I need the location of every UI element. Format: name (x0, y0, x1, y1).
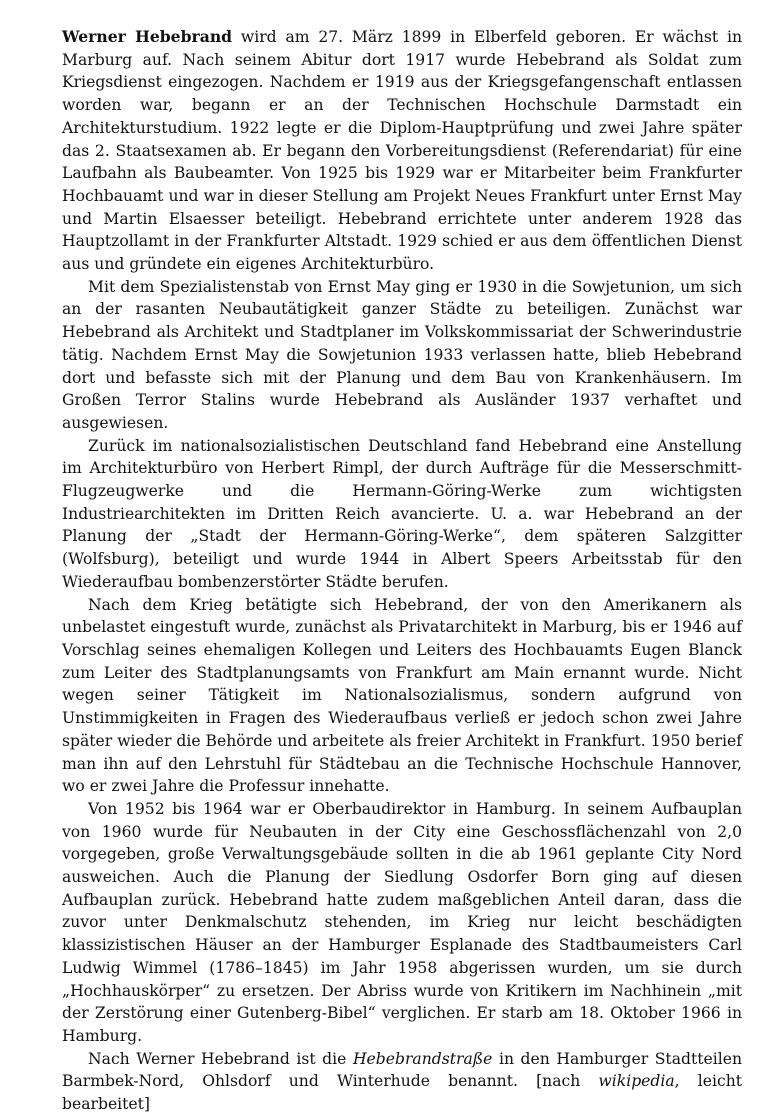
paragraph-hamburg: Von 1952 bis 1964 war er Oberbaudirektor in Hamburg. In seinem Aufbauplan von 1960 wurde für Neubauten in der City eine Geschossflächenzahl von 2,0 vorgegeben, große Verwaltungsgebäude sollten in die ab 1961 geplante City Nord ausweichen. Auch die Planung der Siedlung Osdorfer Born ging auf diesen Aufbauplan zurück. Hebebrand hatte zudem maßgeblichen Anteil daran, dass die zuvor unter Denkmalschutz stehenden, im Krieg nur leicht beschädigten klassizistischen Häuser an der Hamburger Esplanade des Stadtbaumeisters Carl Ludwig Wimmel (1786–1845) im Jahr 1958 abgerissen wurden, um sie durch „Hochhauskörper“ zu ersetzen. Der Abriss wurde von Kritikern im Nachhinein „mit der Zerstörung einer Gutenberg-Bibel“ verglichen. Er starb am 18. Oktober 1966 in Hamburg. (62, 799, 742, 1045)
street-text-b: in den Hamburger Stadtteilen Barmbek-Nord, Ohlsdorf und Winterhude benannt. [nach (62, 1049, 742, 1091)
paragraph-postwar: Nach dem Krieg betätigte sich Hebebrand, der von den Amerikanern als unbelastet eingestuft wurde, zunächst als Privatarchitekt in Marburg, bis er 1946 auf Vorschlag seines ehemaligen Kollegen und Leiters des Hochbauamts Eugen Blanck zum Leiter des Stadtplanungsamts von Frankfurt am Main ernannt wurde. Nicht wegen seiner Tätigkeit im Nationalsozialismus, sondern aufgrund von Unstimmigkeiten in Fragen des Wiederaufbaus verließ er jedoch schon zwei Jahre später wieder die Behörde und arbeitete als freier Architekt in Frankfurt. 1950 berief man ihn auf den Lehrstuhl für Städtebau an die Technische Hochschule Hannover, wo er zwei Jahre die Professur innehatte. (62, 595, 742, 796)
street-text-c: , leicht bearbeitet] (62, 1072, 743, 1114)
paragraph-intro-text: wird am 27. März 1899 in Elberfeld geboren. Er wächst in Marburg auf. Nach seinem Abitur dort 1917 wurde Hebebrand als Soldat zum Kriegsdienst eingezogen. Nachdem er 1919 aus der Kriegsgefangenschaft entlassen worden war, begann er an der Technischen Hochschule Darmstadt ein Architekturstudium. 1922 legte er die Diplom-Hauptprüfung und zwei Jahre später das 2. Staatsexamen ab. Er begann den Vorbereitungsdienst (Referendariat) für eine Laufbahn als Baubeamter. Von 1925 bis 1929 war er Mitarbeiter beim Frankfurter Hochbauamt und war in dieser Stellung am Projekt Neues Frankfurt unter Ernst May und Martin Elsaesser beteiligt. Hebebrand errichtete unter anderem 1928 das Hauptzollamt in der Frankfurter Altstadt. 1929 schied er aus dem öffentlichen Dienst aus und gründete ein eigenes Architekturbüro. (62, 28, 742, 274)
paragraph-nazi-era: Zurück im nationalsozialistischen Deutschland fand Hebebrand eine Anstellung im Architekturbüro von Herbert Rimpl, der durch Aufträge für die Messerschmitt-Flugzeugwerke und die Hermann-Göring-Werke zum wichtigsten Industriearchitekten im Dritten Reich avancierte. U. a. war Hebebrand an der Planung der „Stadt der Hermann-Göring-Werke“, dem späteren Salzgitter (Wolfsburg), beteiligt und wurde 1944 in Albert Speers Arbeitsstab für den Wiederaufbau bombenzerstörter Städte berufen. (62, 436, 742, 591)
person-name: Werner Hebebrand (62, 27, 233, 46)
street-text-a: Nach Werner Hebebrand ist die (88, 1049, 353, 1068)
paragraph-soviet-union: Mit dem Spezialistenstab von Ernst May ging er 1930 in die Sowjetunion, um sich an der rasanten Neubautätigkeit ganzer Städte zu beteiligen. Zunächst war Hebebrand als Architekt und Stadtplaner im Volkskommissariat der Schwerindustrie tätig. Nachdem Ernst May die Sowjetunion 1933 verlassen hatte, blieb Hebebrand dort und befasste sich mit der Planung und dem Bau von Krankenhäusern. Im Großen Terror Stalins wurde Hebebrand als Ausländer 1937 verhaftet und ausgewiesen. (62, 277, 742, 432)
paragraph-street-naming (62, 1048, 742, 1116)
street-name: Hebebrandstraße (352, 1049, 493, 1068)
source-name: wikipedia (598, 1072, 675, 1091)
paragraph-intro (62, 26, 742, 276)
